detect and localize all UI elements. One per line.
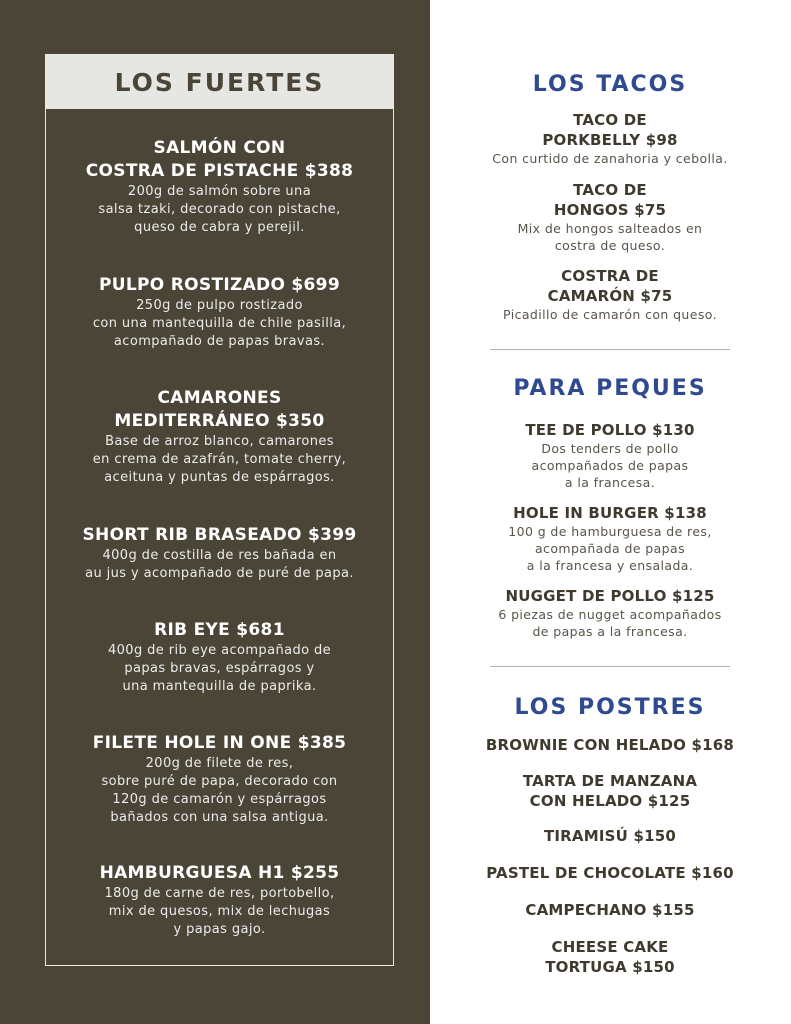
peques-title: PARA PEQUES — [513, 376, 707, 401]
section-divider — [490, 349, 730, 350]
menu-item — [470, 900, 750, 920]
item-name: TEE DE POLLO $130 — [525, 421, 695, 439]
menu-item — [470, 503, 750, 574]
dish-item — [46, 387, 393, 487]
dish-item — [46, 619, 393, 696]
dish-name: HAMBURGUESA H1 $255 — [99, 863, 340, 883]
menu-item — [470, 826, 750, 846]
item-description: Mix de hongos salteados en costra de queso. — [517, 221, 703, 253]
dish-name: SHORT RIB BRASEADO $399 — [82, 525, 357, 545]
dish-item — [46, 274, 393, 351]
dish-description: 400g de rib eye acompañado de papas bravas, espárragos y una mantequilla de paprika. — [107, 643, 332, 694]
postres-title: LOS POSTRES — [514, 695, 706, 720]
menu-item — [470, 110, 750, 167]
tacos-title: LOS TACOS — [532, 72, 688, 97]
dish-description: Base de arroz blanco, camarones en crema de azafrán, tomate cherry, aceituna y puntas de espárragos. — [92, 434, 347, 485]
item-description: 6 piezas de nugget acompañados de papas a la francesa. — [498, 607, 722, 639]
dish-description: 200g de filete de res, sobre puré de papa, decorado con 120g de camarón y espárragos bañados con una salsa antigua. — [101, 756, 338, 825]
dish-item — [46, 732, 393, 827]
section-divider — [490, 666, 730, 667]
dish-item — [46, 524, 393, 583]
dish-name: SALMÓN CON COSTRA DE PISTACHE $388 — [85, 138, 354, 181]
item-name: NUGGET DE POLLO $125 — [505, 587, 715, 605]
dish-name: CAMARONES MEDITERRÁNEO $350 — [114, 388, 325, 431]
dish-name: RIB EYE $681 — [154, 620, 285, 640]
item-name: TACO DE HONGOS $75 — [553, 181, 667, 219]
item-name: TACO DE PORKBELLY $98 — [542, 111, 678, 149]
dish-name: PULPO ROSTIZADO $699 — [99, 275, 340, 295]
item-name: HOLE IN BURGER $138 — [513, 504, 707, 522]
item-name: TIRAMISÚ $150 — [543, 827, 677, 845]
fuertes-title: LOS FUERTES — [114, 67, 325, 97]
menu-item — [470, 771, 750, 811]
menu-item — [470, 863, 750, 883]
item-description: 100 g de hamburguesa de res, acompañada de papas a la francesa y ensalada. — [508, 524, 712, 573]
item-description: Con curtido de zanahoria y cebolla. — [492, 151, 728, 166]
fuertes-frame — [45, 54, 394, 966]
menu-item — [470, 420, 750, 491]
item-name: PASTEL DE CHOCOLATE $160 — [486, 864, 734, 882]
dish-name: FILETE HOLE IN ONE $385 — [92, 733, 347, 753]
menu-item — [470, 937, 750, 977]
item-name: CHEESE CAKE TORTUGA $150 — [545, 938, 675, 976]
dish-description: 180g de carne de res, portobello, mix de quesos, mix de lechugas y papas gajo. — [104, 886, 335, 937]
item-name: CAMPECHANO $155 — [525, 901, 695, 919]
fuertes-header — [46, 55, 393, 109]
menu-item — [470, 735, 750, 755]
dish-item — [46, 862, 393, 939]
item-description: Picadillo de camarón con queso. — [503, 307, 717, 322]
dish-description: 250g de pulpo rostizado con una mantequilla de chile pasilla, acompañado de papas bravas. — [92, 298, 347, 349]
dish-description: 400g de costilla de res bañada en au jus y acompañado de puré de papa. — [85, 548, 354, 581]
menu-item — [470, 180, 750, 254]
menu-item — [470, 586, 750, 640]
item-name: BROWNIE CON HELADO $168 — [485, 736, 735, 754]
dish-item — [46, 137, 393, 237]
menu-item — [470, 266, 750, 323]
item-name: COSTRA DE CAMARÓN $75 — [547, 267, 673, 305]
dish-description: 200g de salmón sobre una salsa tzaki, decorado con pistache, queso de cabra y perejil. — [98, 184, 341, 235]
item-name: TARTA DE MANZANA CON HELADO $125 — [522, 772, 698, 810]
item-description: Dos tenders de pollo acompañados de papas a la francesa. — [531, 441, 689, 490]
